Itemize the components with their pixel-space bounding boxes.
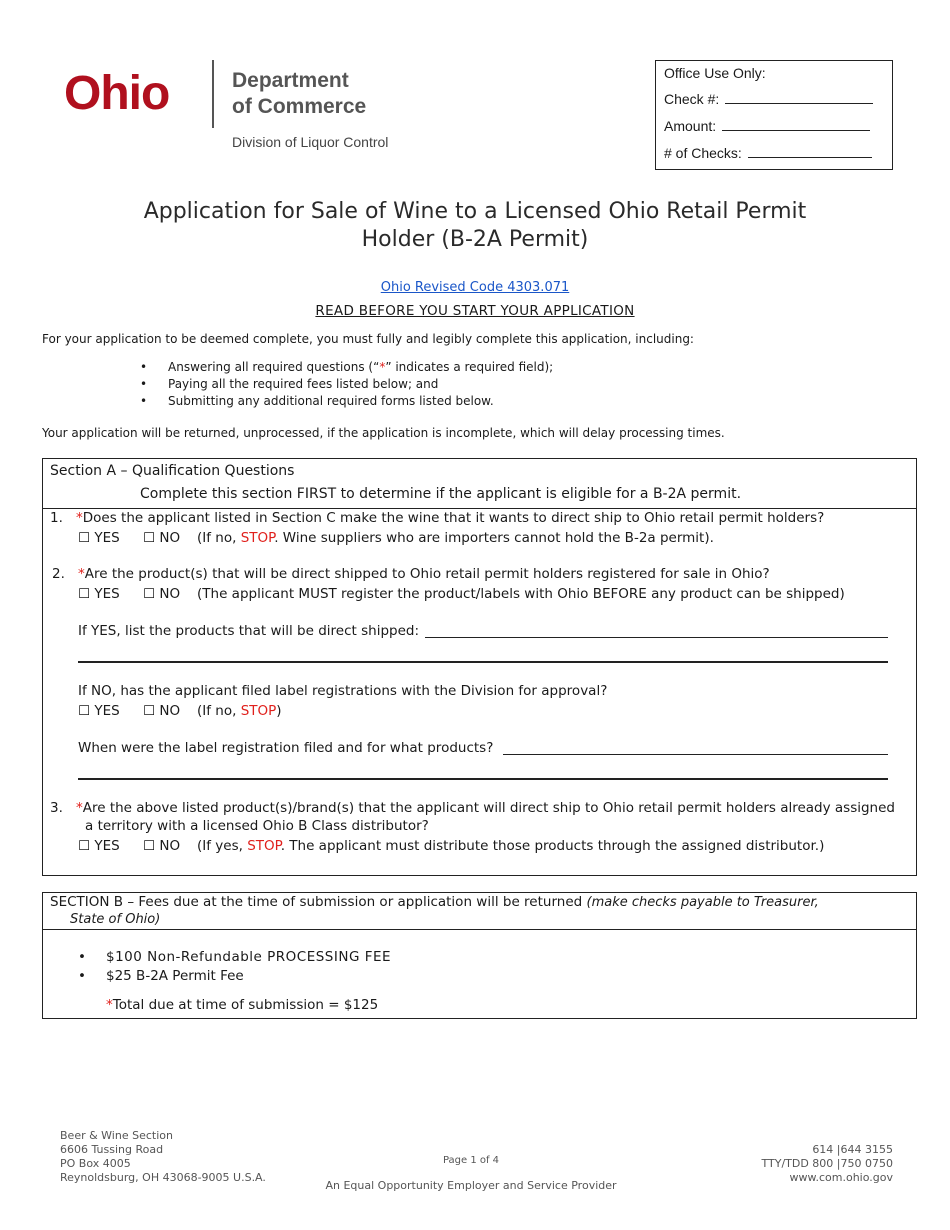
- list-item: • Submitting any additional required forms listed below.: [140, 393, 553, 410]
- q2-note: (The applicant MUST register the product/labels with Ohio BEFORE any product can be shipped): [197, 586, 845, 602]
- q2-question: [78, 566, 770, 582]
- check-number-field[interactable]: [725, 89, 873, 104]
- equal-opportunity-note: An Equal Opportunity Employer and Service Provider: [325, 1179, 617, 1192]
- footer-address-line: Reynoldsburg, OH 43068-9005 U.S.A.: [60, 1171, 266, 1184]
- q1-note-pre: (If no,: [197, 530, 241, 546]
- check-number-label: Check #:: [664, 91, 720, 107]
- required-star: *: [379, 360, 386, 374]
- stop-label: STOP: [240, 703, 277, 719]
- q2-when-label: When were the label registration filed and for what products?: [78, 740, 494, 756]
- q1-note-post: . Wine suppliers who are importers cannot hold the B-2a permit).: [274, 530, 714, 546]
- q2-no-note-post: ): [276, 703, 282, 719]
- q2-if-yes-label: If YES, list the products that will be direct shipped:: [78, 623, 420, 639]
- amount-row: [664, 110, 884, 137]
- section-a-subtitle: Complete this section FIRST to determine if the applicant is eligible for a B-2A permit.: [140, 486, 742, 502]
- bullet-1-pre: Answering all required questions (“: [168, 360, 380, 374]
- logo-divider: [212, 60, 214, 128]
- q1-note: [197, 530, 714, 546]
- office-use-box: [655, 60, 893, 170]
- q2-products-field[interactable]: [425, 637, 888, 638]
- q2-filed-note: [197, 703, 282, 719]
- q2-filed-yes-checkbox[interactable]: ☐ YES: [78, 703, 120, 719]
- q3-text: Are the above listed product(s)/brand(s) that the applicant will direct ship to Ohio retail permit holders already assigned: [82, 800, 895, 816]
- q2-yes-checkbox[interactable]: ☐ YES: [78, 586, 120, 602]
- q2-text: Are the product(s) that will be direct shipped to Ohio retail permit holders registered for sale in Ohio?: [84, 566, 770, 582]
- dept-line-2: of Commerce: [232, 95, 367, 118]
- total-due-text: Total due at time of submission = $125: [112, 997, 379, 1013]
- fee-1: $100 Non-Refundable PROCESSING FEE: [106, 949, 392, 965]
- q1-text: Does the applicant listed in Section C make the wine that it wants to direct ship to Ohio retail permit holders?: [82, 510, 825, 526]
- q2-products-field-2[interactable]: [78, 661, 888, 663]
- required-star: *: [76, 510, 83, 526]
- section-a-title: Section A – Qualification Questions: [50, 463, 295, 479]
- q1-question: [76, 510, 824, 526]
- required-star: *: [78, 566, 85, 582]
- ohio-logo: Ohio: [64, 67, 170, 120]
- title-line-1: Application for Sale of Wine to a Licensed Ohio Retail Permit: [143, 199, 807, 224]
- q3-yes-checkbox[interactable]: ☐ YES: [78, 838, 120, 854]
- required-star: *: [106, 997, 113, 1013]
- q2-when-field-2[interactable]: [78, 778, 888, 780]
- q2-no-note-pre: (If no,: [197, 703, 241, 719]
- fee-2: $25 B-2A Permit Fee: [106, 968, 244, 984]
- bullet-1-post: ” indicates a required field);: [385, 360, 554, 374]
- dept-line-1: Department: [232, 69, 349, 92]
- revised-code-link[interactable]: Ohio Revised Code 4303.071: [380, 280, 570, 295]
- section-b-title-italic: (make checks payable to Treasurer,: [586, 895, 819, 910]
- amount-label: Amount:: [664, 118, 717, 134]
- footer-contact: [761, 1143, 893, 1185]
- required-star: *: [76, 800, 83, 816]
- q3-question: [76, 800, 895, 816]
- q2-number: 2.: [52, 566, 65, 582]
- num-checks-label: # of Checks:: [664, 145, 742, 161]
- q3-note-pre: (If yes,: [197, 838, 248, 854]
- read-before-heading: READ BEFORE YOU START YOUR APPLICATION: [315, 303, 635, 319]
- division-name: Division of Liquor Control: [232, 134, 389, 150]
- q2-when-field[interactable]: [503, 754, 888, 755]
- total-due: [106, 997, 378, 1013]
- q3-note-post: . The applicant must distribute those products through the assigned distributor.): [280, 838, 825, 854]
- section-b-title-text: SECTION B – Fees due at the time of submission or application will be returned: [50, 894, 583, 910]
- stop-label: STOP: [247, 838, 281, 854]
- returned-note: Your application will be returned, unprocessed, if the application is incomplete, which will delay processing times.: [42, 426, 725, 440]
- page-number: Page 1 of 4: [442, 1155, 500, 1166]
- intro-text: For your application to be deemed complete, you must fully and legibly complete this application, including:: [42, 332, 694, 346]
- list-item: [140, 359, 553, 376]
- q3-text-2: a territory with a licensed Ohio B Class distributor?: [85, 818, 429, 834]
- footer-address-line: Beer & Wine Section: [60, 1129, 173, 1142]
- num-checks-field[interactable]: [748, 143, 872, 158]
- footer-website[interactable]: www.com.ohio.gov: [789, 1171, 893, 1184]
- page-title: [0, 198, 950, 254]
- department-name: [232, 68, 366, 120]
- q2-filed-no-checkbox[interactable]: ☐ NO: [143, 703, 181, 719]
- footer-tty: TTY/TDD 800 |750 0750: [761, 1157, 893, 1170]
- title-line-2: Holder (B-2A Permit): [361, 227, 589, 252]
- stop-label: STOP: [240, 530, 275, 546]
- footer-address-line: 6606 Tussing Road: [60, 1143, 164, 1156]
- footer-address-line: PO Box 4005: [60, 1157, 131, 1170]
- q3-no-checkbox[interactable]: ☐ NO: [143, 838, 181, 854]
- section-b-title: [50, 894, 819, 910]
- section-b-title-italic-2: State of Ohio): [70, 912, 161, 927]
- num-checks-row: [664, 137, 884, 164]
- fee-bullet-1: •: [78, 949, 86, 965]
- requirements-list: [140, 359, 553, 410]
- q1-yes-checkbox[interactable]: ☐ YES: [78, 530, 120, 546]
- office-use-title: Office Use Only:: [664, 65, 766, 81]
- amount-field[interactable]: [722, 116, 870, 131]
- q2-if-no-label: If NO, has the applicant filed label registrations with the Division for approval?: [78, 683, 608, 699]
- q3-number: 3.: [50, 800, 63, 816]
- q2-no-checkbox[interactable]: ☐ NO: [143, 586, 181, 602]
- q1-no-checkbox[interactable]: ☐ NO: [143, 530, 181, 546]
- list-item: • Paying all the required fees listed below; and: [140, 376, 553, 393]
- q3-note: [197, 838, 824, 854]
- footer-phone: 614 |644 3155: [812, 1143, 893, 1156]
- fee-bullet-2: •: [78, 968, 86, 984]
- check-number-row: [664, 83, 884, 110]
- q1-number: 1.: [50, 510, 63, 526]
